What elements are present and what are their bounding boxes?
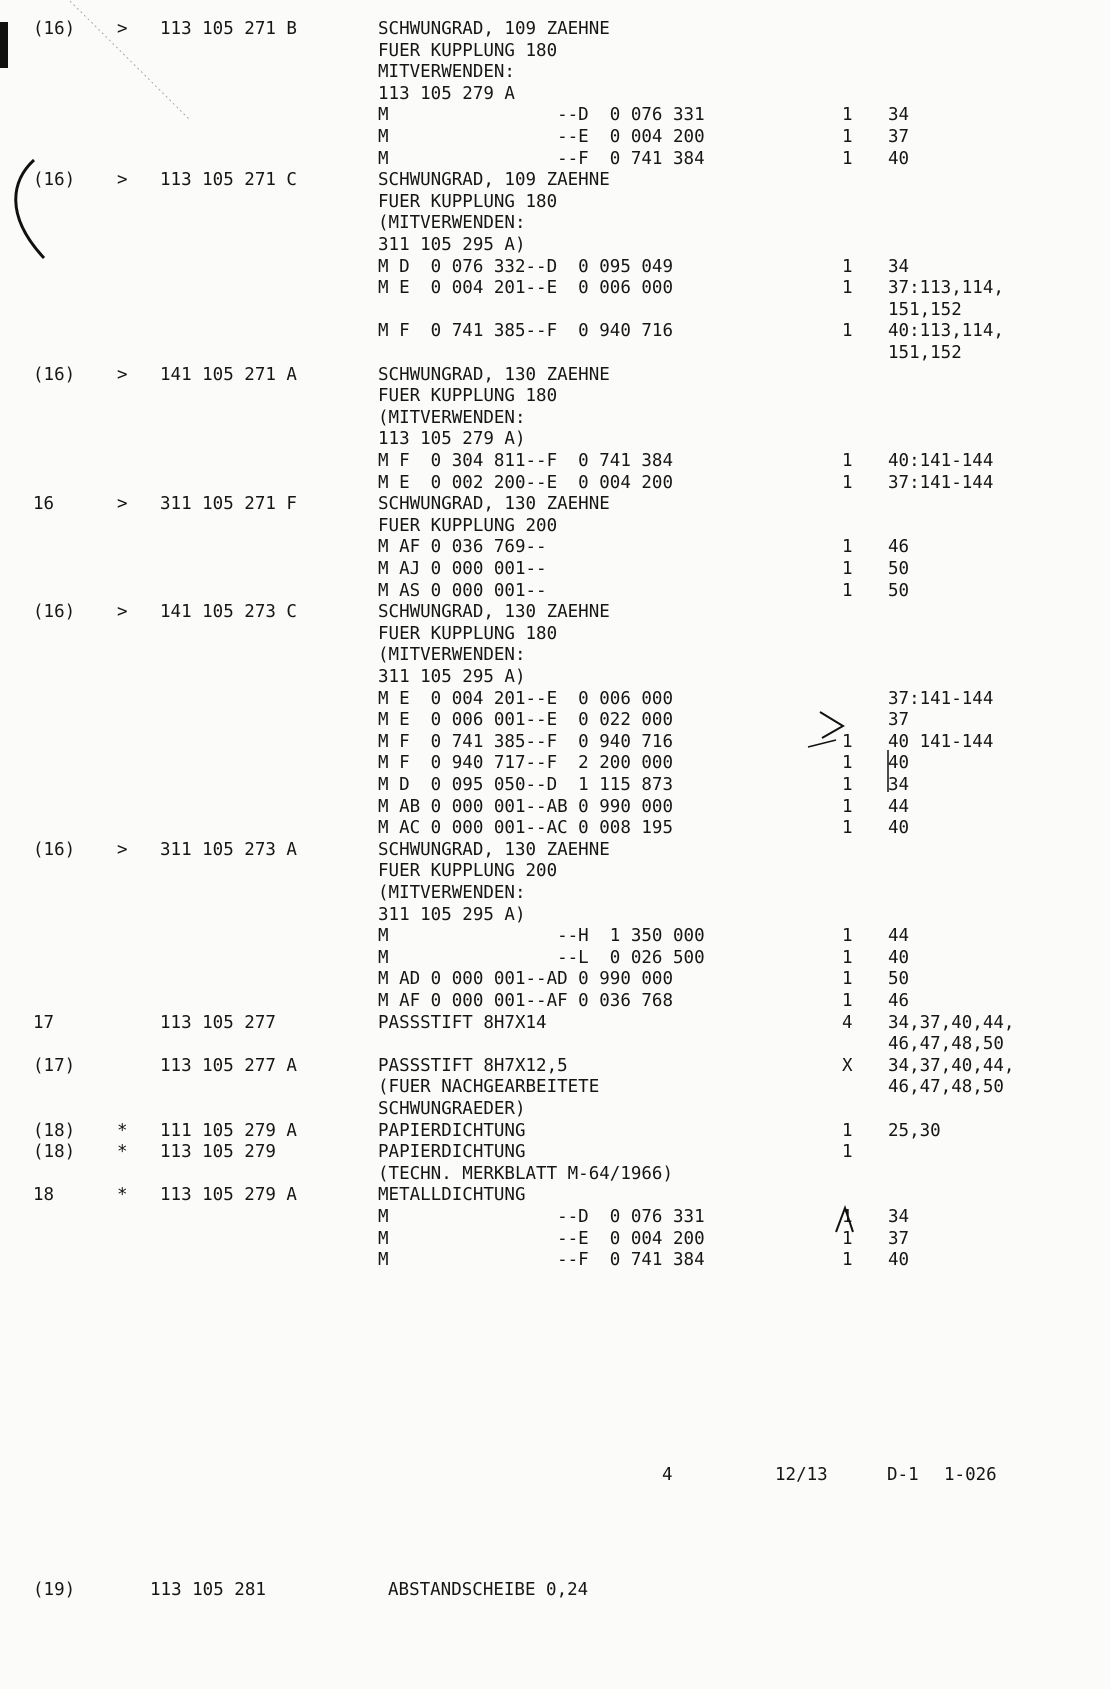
- quantity: 1: [842, 753, 853, 774]
- quantity: 1: [842, 1250, 853, 1271]
- description: M --D 0 076 331: [378, 105, 705, 126]
- description: M F 0 741 385--F 0 940 716: [378, 731, 674, 752]
- quantity: X: [842, 1055, 853, 1076]
- item-number: (19): [33, 1580, 76, 1600]
- description: PAPIERDICHTUNG: [378, 1142, 526, 1163]
- quantity: 1: [842, 731, 853, 752]
- part-number: 311 105 271 F: [160, 494, 297, 515]
- description: FUER KUPPLUNG 200: [378, 861, 558, 882]
- description: M AJ 0 000 001--: [378, 559, 547, 579]
- description: SCHWUNGRAD, 130 ZAEHNE: [378, 602, 610, 623]
- description: M --F 0 741 384: [378, 148, 705, 169]
- description: (MITVERWENDEN:: [378, 883, 526, 903]
- notes: 37:141-144: [888, 472, 994, 493]
- part-number: 113 105 277 A: [160, 1055, 297, 1076]
- notes: 151,152: [888, 343, 962, 363]
- notes: 44: [888, 796, 910, 817]
- flag-marker: *: [117, 1120, 128, 1141]
- description: M E 0 002 200--E 0 004 200: [378, 472, 674, 493]
- flag-marker: *: [117, 1185, 128, 1206]
- part-number: 141 105 271 A: [160, 364, 297, 385]
- notes: 40: [888, 818, 910, 839]
- description: M --E 0 004 200: [378, 127, 705, 147]
- description: 113 105 279 A): [378, 429, 526, 450]
- description: M F 0 940 717--F 2 200 000: [378, 753, 674, 774]
- description: M D 0 076 332--D 0 095 049: [378, 256, 674, 277]
- description: M --F 0 741 384: [378, 1250, 705, 1271]
- description: (MITVERWENDEN:: [378, 645, 526, 666]
- tick-mark: [808, 740, 836, 747]
- item-number: (16): [33, 364, 76, 385]
- part-number: 113 105 271 B: [160, 19, 297, 39]
- description: M AD 0 000 001--AD 0 990 000: [378, 969, 674, 990]
- quantity: 1: [842, 472, 853, 493]
- quantity: 1: [842, 321, 853, 342]
- notes: 34: [888, 1207, 910, 1227]
- notes: 40: [888, 148, 910, 169]
- notes: 37:141-144: [888, 688, 994, 709]
- flag-marker: >: [117, 494, 128, 515]
- part-number: 113 105 279: [160, 1142, 276, 1163]
- description: M AS 0 000 001--: [378, 580, 547, 601]
- notes: 25,30: [888, 1120, 941, 1141]
- quantity: 1: [842, 105, 853, 126]
- notes: 34,37,40,44,: [888, 1012, 1015, 1033]
- quantity: 1: [842, 796, 853, 817]
- description: M E 0 004 201--E 0 006 000: [378, 688, 674, 709]
- notes: 40: [888, 1250, 910, 1271]
- description: SCHWUNGRAEDER): [378, 1099, 526, 1119]
- quantity: 1: [842, 559, 853, 579]
- part-number: 141 105 273 C: [160, 602, 297, 623]
- notes: 46: [888, 537, 910, 558]
- description: (MITVERWENDEN:: [378, 213, 526, 234]
- quantity: 1: [842, 1142, 853, 1163]
- description: SCHWUNGRAD, 109 ZAEHNE: [378, 170, 610, 191]
- quantity: 1: [842, 926, 853, 947]
- quantity: 1: [842, 1207, 853, 1227]
- flag-marker: >: [117, 602, 128, 623]
- notes: 40:141-144: [888, 451, 994, 471]
- description: FUER KUPPLUNG 180: [378, 191, 558, 212]
- quantity: 1: [842, 127, 853, 147]
- edge-mark: [0, 22, 8, 68]
- description: 113 105 279 A: [378, 83, 515, 104]
- description: M AF 0 000 001--AF 0 036 768: [378, 991, 674, 1011]
- notes: 46,47,48,50: [888, 1034, 1004, 1055]
- flag-marker: >: [117, 170, 128, 191]
- quantity: 1: [842, 775, 853, 795]
- description: METALLDICHTUNG: [378, 1185, 526, 1206]
- description: M --D 0 076 331: [378, 1207, 705, 1227]
- notes: 50: [888, 969, 910, 990]
- part-number: 113 105 281: [150, 1580, 266, 1600]
- item-number: (17): [33, 1055, 76, 1076]
- notes: 37: [888, 710, 910, 731]
- description: (FUER NACHGEARBEITETE: [378, 1077, 600, 1098]
- notes: 44: [888, 926, 910, 947]
- part-number: 113 105 271 C: [160, 170, 297, 191]
- part-number: 113 105 279 A: [160, 1185, 297, 1206]
- notes: 151,152: [888, 299, 962, 320]
- description: M F 0 304 811--F 0 741 384: [378, 451, 674, 471]
- part-number: 111 105 279 A: [160, 1120, 297, 1141]
- footer-page-number: 4: [662, 1465, 673, 1485]
- part-number: 113 105 277: [160, 1012, 276, 1033]
- flag-marker: >: [117, 19, 128, 39]
- description: FUER KUPPLUNG 180: [378, 623, 558, 644]
- description: SCHWUNGRAD, 109 ZAEHNE: [378, 19, 610, 39]
- description: FUER KUPPLUNG 180: [378, 386, 558, 407]
- description: MITVERWENDEN:: [378, 62, 515, 83]
- footer-date: 12/13: [775, 1465, 828, 1485]
- quantity: 1: [842, 1228, 853, 1249]
- quantity: 1: [842, 537, 853, 558]
- description: M AC 0 000 001--AC 0 008 195: [378, 818, 674, 839]
- notes: 40: [888, 753, 910, 774]
- description: SCHWUNGRAD, 130 ZAEHNE: [378, 839, 610, 860]
- notes: 37:113,114,: [888, 278, 1004, 299]
- part-number: 311 105 273 A: [160, 839, 297, 860]
- notes: 34,37,40,44,: [888, 1055, 1015, 1076]
- quantity: 1: [842, 451, 853, 471]
- item-number: 16: [33, 494, 55, 515]
- quantity: 1: [842, 947, 853, 968]
- description: M --H 1 350 000: [378, 926, 705, 947]
- quantity: 1: [842, 991, 853, 1011]
- notes: 40 141-144: [888, 731, 994, 752]
- quantity: 1: [842, 278, 853, 299]
- quantity: 1: [842, 818, 853, 839]
- flag-marker: >: [117, 364, 128, 385]
- description: PAPIERDICHTUNG: [378, 1120, 526, 1141]
- notes: 34: [888, 256, 910, 277]
- notes: 40: [888, 947, 910, 968]
- description: 311 105 295 A): [378, 667, 526, 687]
- description: M D 0 095 050--D 1 115 873: [378, 775, 674, 795]
- description: SCHWUNGRAD, 130 ZAEHNE: [378, 364, 610, 385]
- item-number: (18): [33, 1120, 76, 1141]
- flag-marker: *: [117, 1142, 128, 1163]
- description: (MITVERWENDEN:: [378, 407, 526, 428]
- description: FUER KUPPLUNG 200: [378, 515, 558, 536]
- description: SCHWUNGRAD, 130 ZAEHNE: [378, 494, 610, 515]
- footer-section: D-1: [887, 1465, 919, 1485]
- notes: 50: [888, 559, 910, 579]
- description: FUER KUPPLUNG 180: [378, 40, 558, 61]
- quantity: 4: [842, 1012, 853, 1033]
- description: PASSSTIFT 8H7X14: [378, 1012, 547, 1033]
- item-number: 17: [33, 1012, 55, 1033]
- item-number: (16): [33, 170, 76, 191]
- notes: 46: [888, 991, 910, 1011]
- item-number: (18): [33, 1142, 76, 1163]
- description: PASSSTIFT 8H7X12,5: [378, 1055, 568, 1076]
- quantity: 1: [842, 256, 853, 277]
- notes: 34: [888, 105, 910, 126]
- item-number: 18: [33, 1185, 55, 1206]
- item-number: (16): [33, 839, 76, 860]
- notes: 34: [888, 775, 910, 795]
- check-mark: [836, 1208, 853, 1232]
- notes: 50: [888, 580, 910, 601]
- description: 311 105 295 A): [378, 904, 526, 925]
- item-number: (16): [33, 602, 76, 623]
- notes: 37: [888, 1228, 910, 1249]
- flag-marker: >: [117, 839, 128, 860]
- quantity: 1: [842, 148, 853, 169]
- bracket-mark: [16, 160, 44, 258]
- description: M AF 0 036 769--: [378, 537, 547, 558]
- description: 311 105 295 A): [378, 235, 526, 255]
- scratch-mark: [70, 1, 190, 120]
- arrow-mark: [820, 712, 843, 738]
- description: ABSTANDSCHEIBE 0,24: [388, 1580, 589, 1600]
- quantity: 1: [842, 1120, 853, 1141]
- description: M --L 0 026 500: [378, 947, 705, 968]
- description: M E 0 004 201--E 0 006 000: [378, 278, 674, 299]
- footer-code: 1-026: [944, 1465, 997, 1485]
- notes: 40:113,114,: [888, 321, 1004, 342]
- description: M AB 0 000 001--AB 0 990 000: [378, 796, 674, 817]
- notes: 46,47,48,50: [888, 1077, 1004, 1098]
- description: (TECHN. MERKBLATT M-64/1966): [378, 1163, 674, 1184]
- description: M E 0 006 001--E 0 022 000: [378, 710, 674, 731]
- quantity: 1: [842, 580, 853, 601]
- notes: 37: [888, 127, 910, 147]
- description: M --E 0 004 200: [378, 1228, 705, 1249]
- description: M F 0 741 385--F 0 940 716: [378, 321, 674, 342]
- quantity: 1: [842, 969, 853, 990]
- item-number: (16): [33, 19, 76, 39]
